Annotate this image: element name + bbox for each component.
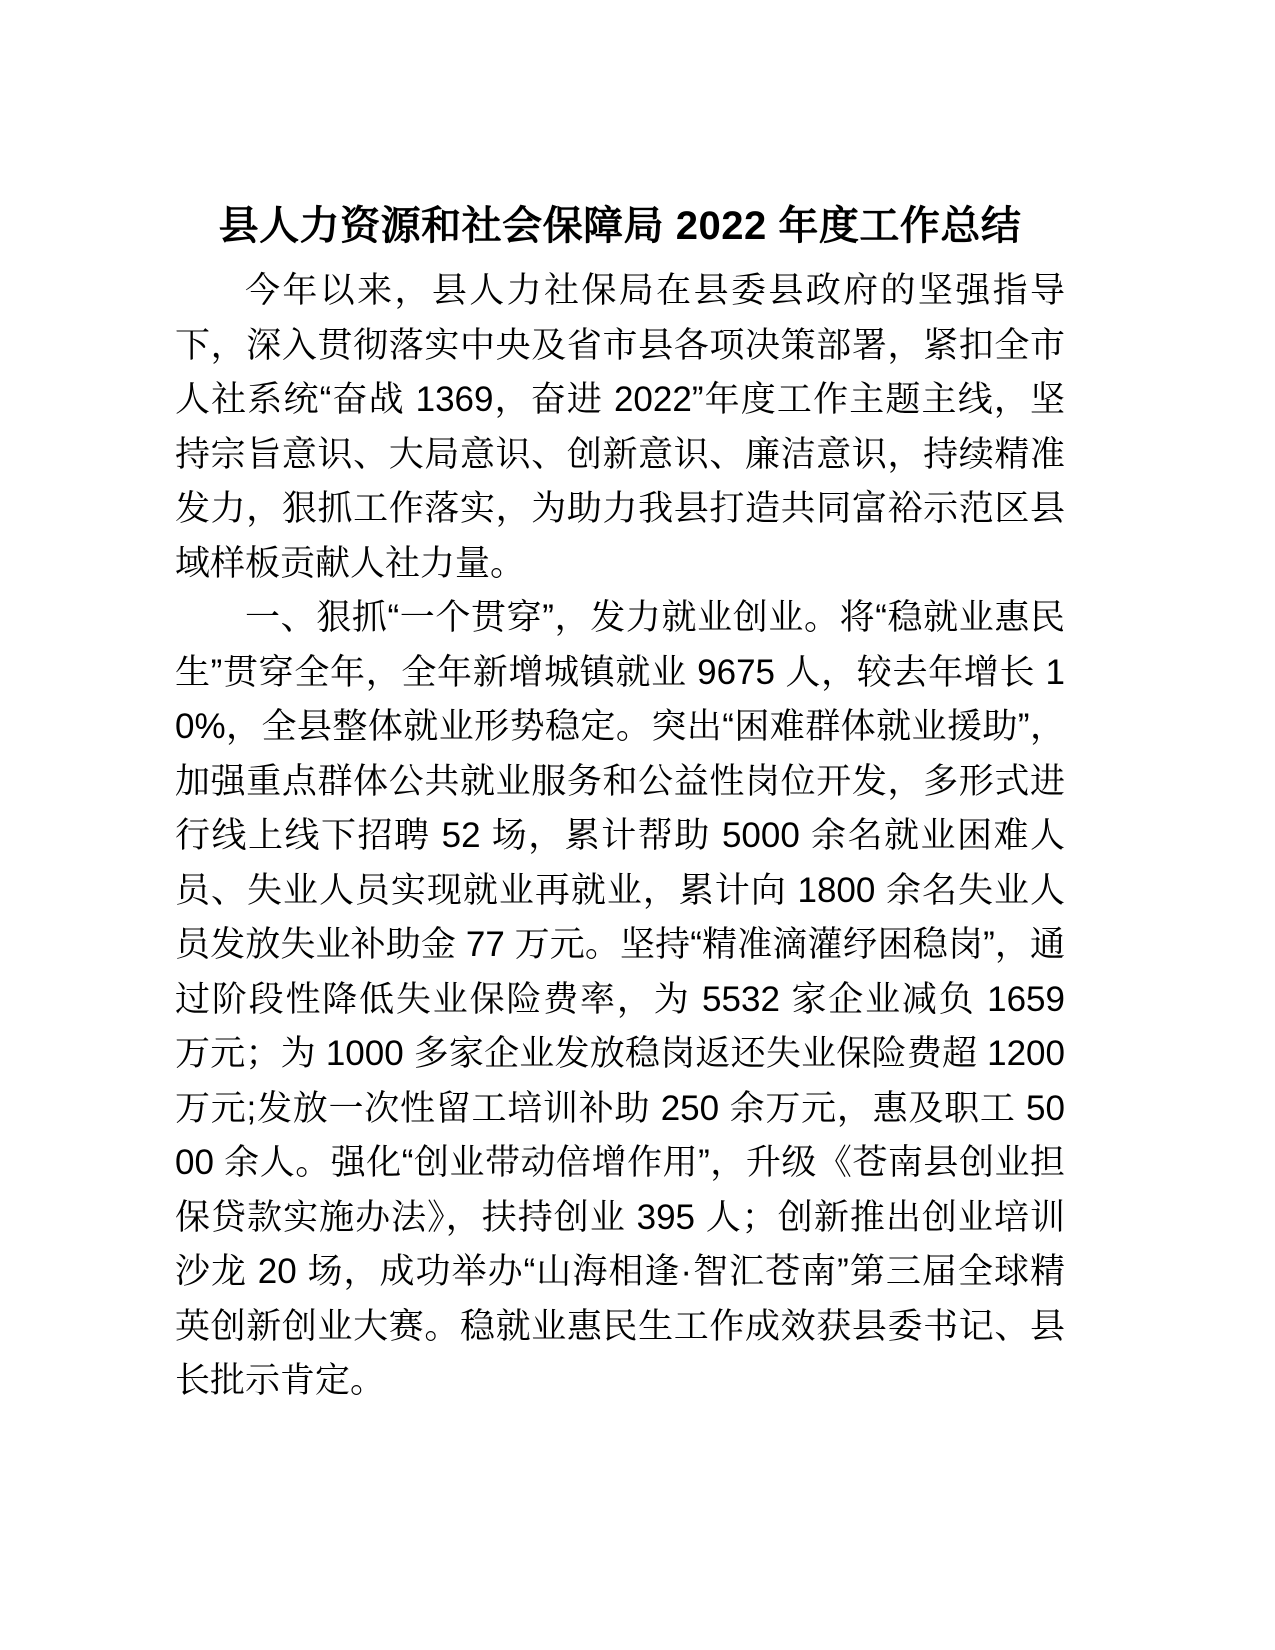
paragraph-section-one: 一、狠抓“一个贯穿”，发力就业创业。将“稳就业惠民生”贯穿全年，全年新增城镇就业 9675 人，较去年增长 10%，全县整体就业形势稳定。突出“困难群体就业援助”，加强重点群体公共就业服务和公益性岗位开发，多形式进行线上线下招聘 52 场，累计帮助 5000 余名就业困难人员、失业人员实现就业再就业，累计向 1800 余名失业人员发放失业补助金 77 万元。坚持“精准滴灌纾困稳岗”，通过阶段性降低失业保险费率，为 5532 家企业减负 1659 万元；为 1000 多家企业发放稳岗返还失业保险费超 1200 万元;发放一次性留工培训补助 250 余万元，惠及职工 5000 余人。强化“创业带动倍增作用”，升级《苍南县创业担保贷款实施办法》，扶持创业 395 人；创新推出创业培训沙龙 20 场，成功举办“山海相逢·智汇苍南”第三届全球精英创新创业大赛。稳就业惠民生工作成效获县委书记、县长批示肯定。 [175,598,1065,1400]
document-body [175,196,1065,1409]
paragraph-intro: 今年以来，县人力社保局在县委县政府的坚强指导下，深入贯彻落实中央及省市县各项决策部署，紧扣全市人社系统“奋战 1369，奋进 2022”年度工作主题主线，坚持宗旨意识、大局意识、创新意识、廉洁意识，持续精准发力，狠抓工作落实，为助力我县打造共同富裕示范区县域样板贡献人社力量。 [175,271,1065,583]
page-title: 县人力资源和社会保障局 2022 年度工作总结 [218,204,1022,248]
